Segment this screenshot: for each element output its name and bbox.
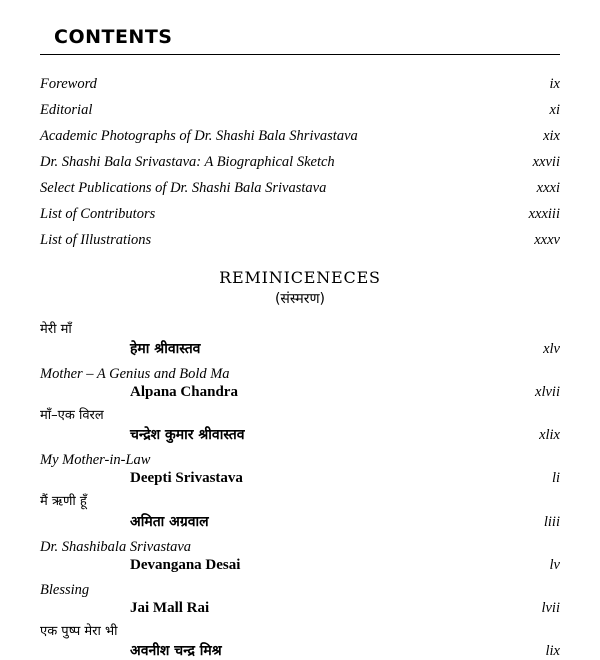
entry-title: Dr. Shashibala Srivastava bbox=[40, 538, 560, 556]
entry-author-row bbox=[40, 384, 560, 401]
front-matter-row bbox=[40, 155, 560, 170]
contents-entry bbox=[40, 365, 560, 401]
front-matter-title: List of Contributors bbox=[40, 207, 510, 222]
entry-author: Deepti Srivastava bbox=[40, 470, 510, 487]
entry-author: चन्द्रेश कुमार श्रीवास्तव bbox=[40, 425, 510, 444]
entry-title: मेरी माँ bbox=[40, 322, 560, 338]
entry-title: Mother – A Genius and Bold Ma bbox=[40, 365, 560, 383]
front-matter-page: ix bbox=[510, 77, 560, 92]
entry-author-row bbox=[40, 512, 560, 531]
contents-entry bbox=[40, 624, 560, 660]
front-matter-page: xxxv bbox=[510, 233, 560, 248]
front-matter-page: xi bbox=[510, 103, 560, 118]
front-matter-row bbox=[40, 129, 560, 144]
contents-entry bbox=[40, 494, 560, 530]
entry-title: My Mother-in-Law bbox=[40, 451, 560, 469]
front-matter-page: xxvii bbox=[510, 155, 560, 170]
contents-entry bbox=[40, 451, 560, 487]
entry-author-row bbox=[40, 425, 560, 444]
contents-entry bbox=[40, 322, 560, 358]
entry-title: एक पुष्प मेरा भी bbox=[40, 624, 560, 640]
front-matter-page: xix bbox=[510, 129, 560, 144]
entry-author: Alpana Chandra bbox=[40, 384, 510, 401]
front-matter-row bbox=[40, 181, 560, 196]
entry-page: li bbox=[510, 470, 560, 487]
contents-entry bbox=[40, 408, 560, 444]
front-matter-title: Dr. Shashi Bala Srivastava: A Biographical Sketch bbox=[40, 155, 510, 170]
front-matter-row bbox=[40, 233, 560, 248]
front-matter-list bbox=[40, 77, 560, 248]
entry-author: हेमा श्रीवास्तव bbox=[40, 339, 510, 358]
section-subheading: (संस्मरण) bbox=[40, 289, 560, 308]
entry-author-row bbox=[40, 641, 560, 660]
front-matter-title: Foreword bbox=[40, 77, 510, 92]
section-heading: REMINICENECES bbox=[40, 268, 560, 287]
entry-page: xlix bbox=[510, 427, 560, 444]
front-matter-title: Academic Photographs of Dr. Shashi Bala Shrivastava bbox=[40, 129, 510, 144]
entry-author: अमिता अग्रवाल bbox=[40, 512, 510, 531]
entry-page: lvii bbox=[510, 600, 560, 617]
entry-title: Blessing bbox=[40, 581, 560, 599]
entry-author: Jai Mall Rai bbox=[40, 600, 510, 617]
entry-page: xlv bbox=[510, 341, 560, 358]
front-matter-row bbox=[40, 77, 560, 92]
entry-page: xlvii bbox=[510, 384, 560, 401]
page-title: CONTENTS bbox=[54, 26, 560, 48]
entry-page: lix bbox=[510, 643, 560, 660]
entry-author-row bbox=[40, 470, 560, 487]
front-matter-title: List of Illustrations bbox=[40, 233, 510, 248]
entry-title: मैं ऋणी हूँ bbox=[40, 494, 560, 510]
front-matter-title: Editorial bbox=[40, 103, 510, 118]
front-matter-title: Select Publications of Dr. Shashi Bala Srivastava bbox=[40, 181, 510, 196]
contents-entry bbox=[40, 581, 560, 617]
entry-title: माँ–एक विरल bbox=[40, 408, 560, 424]
entries-list bbox=[40, 322, 560, 660]
entry-author: अवनीश चन्द्र मिश्र bbox=[40, 641, 510, 660]
front-matter-row bbox=[40, 207, 560, 222]
front-matter-page: xxxiii bbox=[510, 207, 560, 222]
contents-entry bbox=[40, 538, 560, 574]
entry-page: lv bbox=[510, 557, 560, 574]
entry-author-row bbox=[40, 339, 560, 358]
front-matter-row bbox=[40, 103, 560, 118]
entry-author-row bbox=[40, 557, 560, 574]
front-matter-page: xxxi bbox=[510, 181, 560, 196]
entry-author-row bbox=[40, 600, 560, 617]
entry-author: Devangana Desai bbox=[40, 557, 510, 574]
entry-page: liii bbox=[510, 514, 560, 531]
title-divider bbox=[40, 54, 560, 55]
